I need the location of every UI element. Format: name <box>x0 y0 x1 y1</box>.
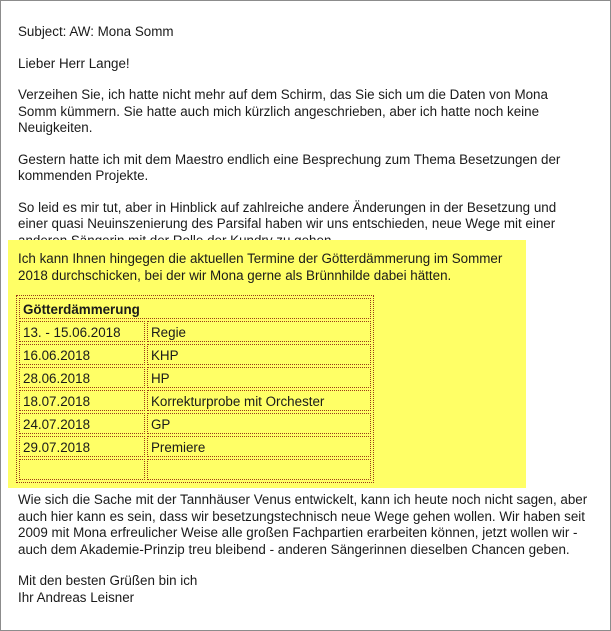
schedule-event-cell: KHP <box>147 344 371 365</box>
email-signature: Ihr Andreas Leisner <box>18 589 135 605</box>
email-paragraph-2: Gestern hatte ich mit dem Maestro endlich eine Besprechung zum Thema Besetzungen der kommenden Projekte. <box>18 151 561 183</box>
table-row <box>19 390 371 411</box>
schedule-date-cell: 28.06.2018 <box>19 367 145 388</box>
schedule-event-cell: Premiere <box>147 436 371 457</box>
table-row <box>19 344 371 365</box>
email-paragraph-1: Verzeihen Sie, ich hatte nicht mehr auf dem Schirm, das Sie sich um die Daten von Mona Somm kümmern. Sie hatte auch mich kürzlich angeschrieben, aber ich hatte noch keine Neuigkeiten. <box>18 87 548 135</box>
schedule-title: Götterdämmerung <box>19 298 371 319</box>
schedule-event-cell: Korrekturprobe mit Orchester <box>147 390 371 411</box>
email-paragraph-3: So leid es mir tut, aber in Hinblick auf zahlreiche andere Änderungen in der Besetzung und einer quasi Neuinszenierung des Parsifal haben wir uns entschieden, neue Wege mit einer <box>18 199 557 231</box>
schedule-date-cell <box>19 459 145 480</box>
table-row <box>19 367 371 388</box>
schedule-date-cell: 16.06.2018 <box>19 344 145 365</box>
schedule-header-row <box>19 298 371 319</box>
schedule-date-cell: 18.07.2018 <box>19 390 145 411</box>
table-row <box>19 321 371 342</box>
email-body-continued <box>18 492 598 606</box>
email-body <box>18 24 588 264</box>
schedule-table <box>16 295 374 483</box>
schedule-date-cell: 29.07.2018 <box>19 436 145 457</box>
table-row <box>19 413 371 434</box>
schedule-event-cell <box>147 459 371 480</box>
table-row <box>19 436 371 457</box>
email-closing: Mit den besten Grüßen bin ich <box>18 573 198 588</box>
schedule-date-cell: 13. - 15.06.2018 <box>19 321 145 342</box>
schedule-date-cell: 24.07.2018 <box>19 413 145 434</box>
email-subject: Subject: AW: Mona Somm <box>18 24 174 39</box>
email-paragraph-4: Wie sich die Sache mit der Tannhäuser Venus entwickelt, kann ich heute noch nicht sagen, aber auch hier kann es sein, dass wir besetzungstechnisch neue Wege gehen wollen. Wir haben seit 2009 mit Mona erfreulicher Weise alle großen Fachpartien erarbeiten können, jetzt wollen wir - auch dem Akademie-Prinzip treu bleibend - anderen Sängerinnen dieselben Chancen geben. <box>18 492 588 557</box>
email-greeting: Lieber Herr Lange! <box>18 55 130 71</box>
schedule-event-cell: GP <box>147 413 371 434</box>
table-row <box>19 459 371 480</box>
schedule-event-cell: Regie <box>147 321 371 342</box>
highlight-paragraph: Ich kann Ihnen hingegen die aktuellen Termine der Götterdämmerung im Sommer 2018 durchschicken, bei der wir Mona gerne als Brünnhilde dabei hätten. <box>18 251 503 283</box>
schedule-event-cell: HP <box>147 367 371 388</box>
